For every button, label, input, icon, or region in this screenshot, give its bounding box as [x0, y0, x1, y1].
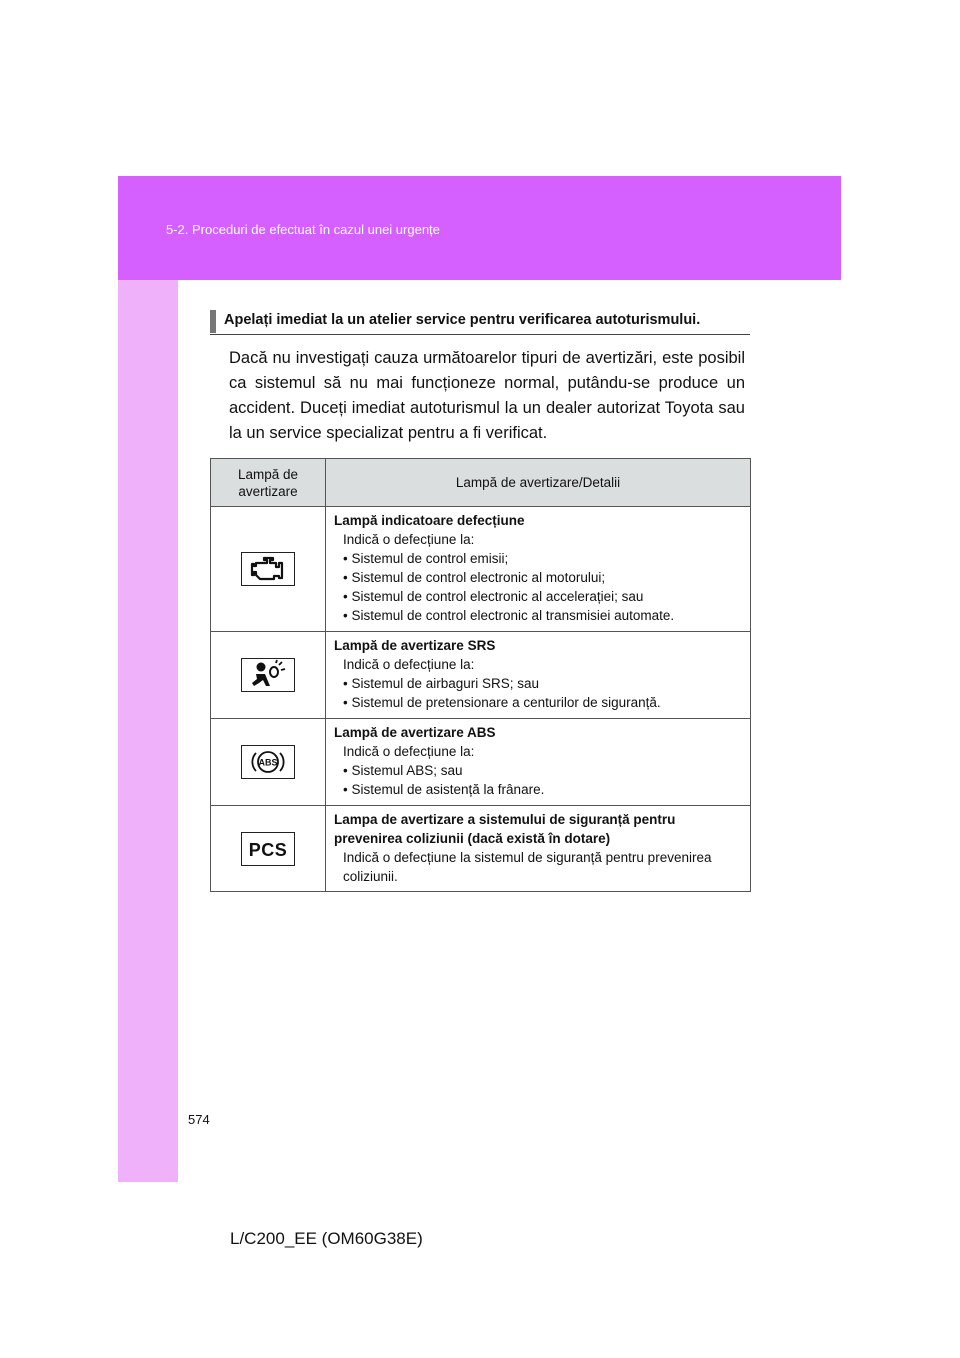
table-row — [211, 632, 751, 719]
detail-line: Indică o defecțiune la: — [343, 657, 475, 672]
heading-text: Apelați imediat la un atelier service pentru verificarea autoturismului. — [224, 312, 701, 328]
abs-icon-label: ABS — [258, 757, 278, 768]
lamp-title: Lampă de avertizare ABS — [334, 725, 496, 740]
detail-line: • Sistemul ABS; sau — [343, 763, 463, 778]
page-number: 574 — [188, 1112, 210, 1127]
detail-line: • Sistemul de control emisii; — [343, 551, 509, 566]
abs-icon — [241, 745, 295, 779]
warning-lamps-table — [210, 458, 751, 892]
detail-line: • Sistemul de control electronic al accelerației; sau — [343, 589, 644, 604]
section-heading — [210, 310, 750, 335]
table-row — [211, 507, 751, 632]
icon-cell — [211, 806, 326, 892]
section-title: 5-2. Proceduri de efectuat în cazul unei urgențe — [166, 222, 440, 237]
details-cell — [326, 806, 751, 892]
detail-line: • Sistemul de control electronic al transmisiei automate. — [343, 608, 675, 623]
lamp-title: Lampa de avertizare a sistemului de siguranță pentru prevenirea coliziunii (dacă există în dotare) — [334, 812, 676, 846]
table-row — [211, 806, 751, 892]
details-cell — [326, 507, 751, 632]
header-band — [118, 176, 841, 280]
airbag-icon — [241, 658, 295, 692]
pcs-icon-label: PCS — [248, 839, 288, 860]
pcs-icon — [241, 832, 295, 866]
engine-check-icon — [241, 552, 295, 586]
lamp-title: Lampă indicatoare defecțiune — [334, 513, 525, 528]
icon-cell — [211, 632, 326, 719]
detail-line: Indică o defecțiune la: — [343, 532, 475, 547]
header-lamp: Lampă de avertizare — [211, 459, 326, 507]
details-cell — [326, 719, 751, 806]
table-row — [211, 719, 751, 806]
icon-cell — [211, 719, 326, 806]
heading-marker — [210, 310, 216, 333]
intro-paragraph: Dacă nu investigați cauza următoarelor tipuri de avertizări, este posibil ca sistemul să nu mai funcționeze normal, putându-se produce un accident. Duceți imediat autoturismul la un dealer autorizat Toyota sau la un service specializat pentru a fi verificat. — [229, 349, 745, 442]
side-band — [118, 280, 178, 1182]
details-cell — [326, 632, 751, 719]
detail-line: Indică o defecțiune la: — [343, 744, 475, 759]
lamp-title: Lampă de avertizare SRS — [334, 638, 496, 653]
table-header-row — [211, 459, 751, 507]
detail-line: • Sistemul de asistență la frânare. — [343, 782, 545, 797]
document-code: L/C200_EE (OM60G38E) — [230, 1229, 423, 1248]
icon-cell — [211, 507, 326, 632]
detail-line: • Sistemul de control electronic al motorului; — [343, 570, 606, 585]
detail-line: Indică o defecțiune la sistemul de siguranță pentru prevenirea coliziunii. — [343, 850, 712, 884]
detail-line: • Sistemul de pretensionare a centurilor de siguranță. — [343, 695, 661, 710]
detail-line: • Sistemul de airbaguri SRS; sau — [343, 676, 540, 691]
header-details: Lampă de avertizare/Detalii — [326, 459, 751, 507]
